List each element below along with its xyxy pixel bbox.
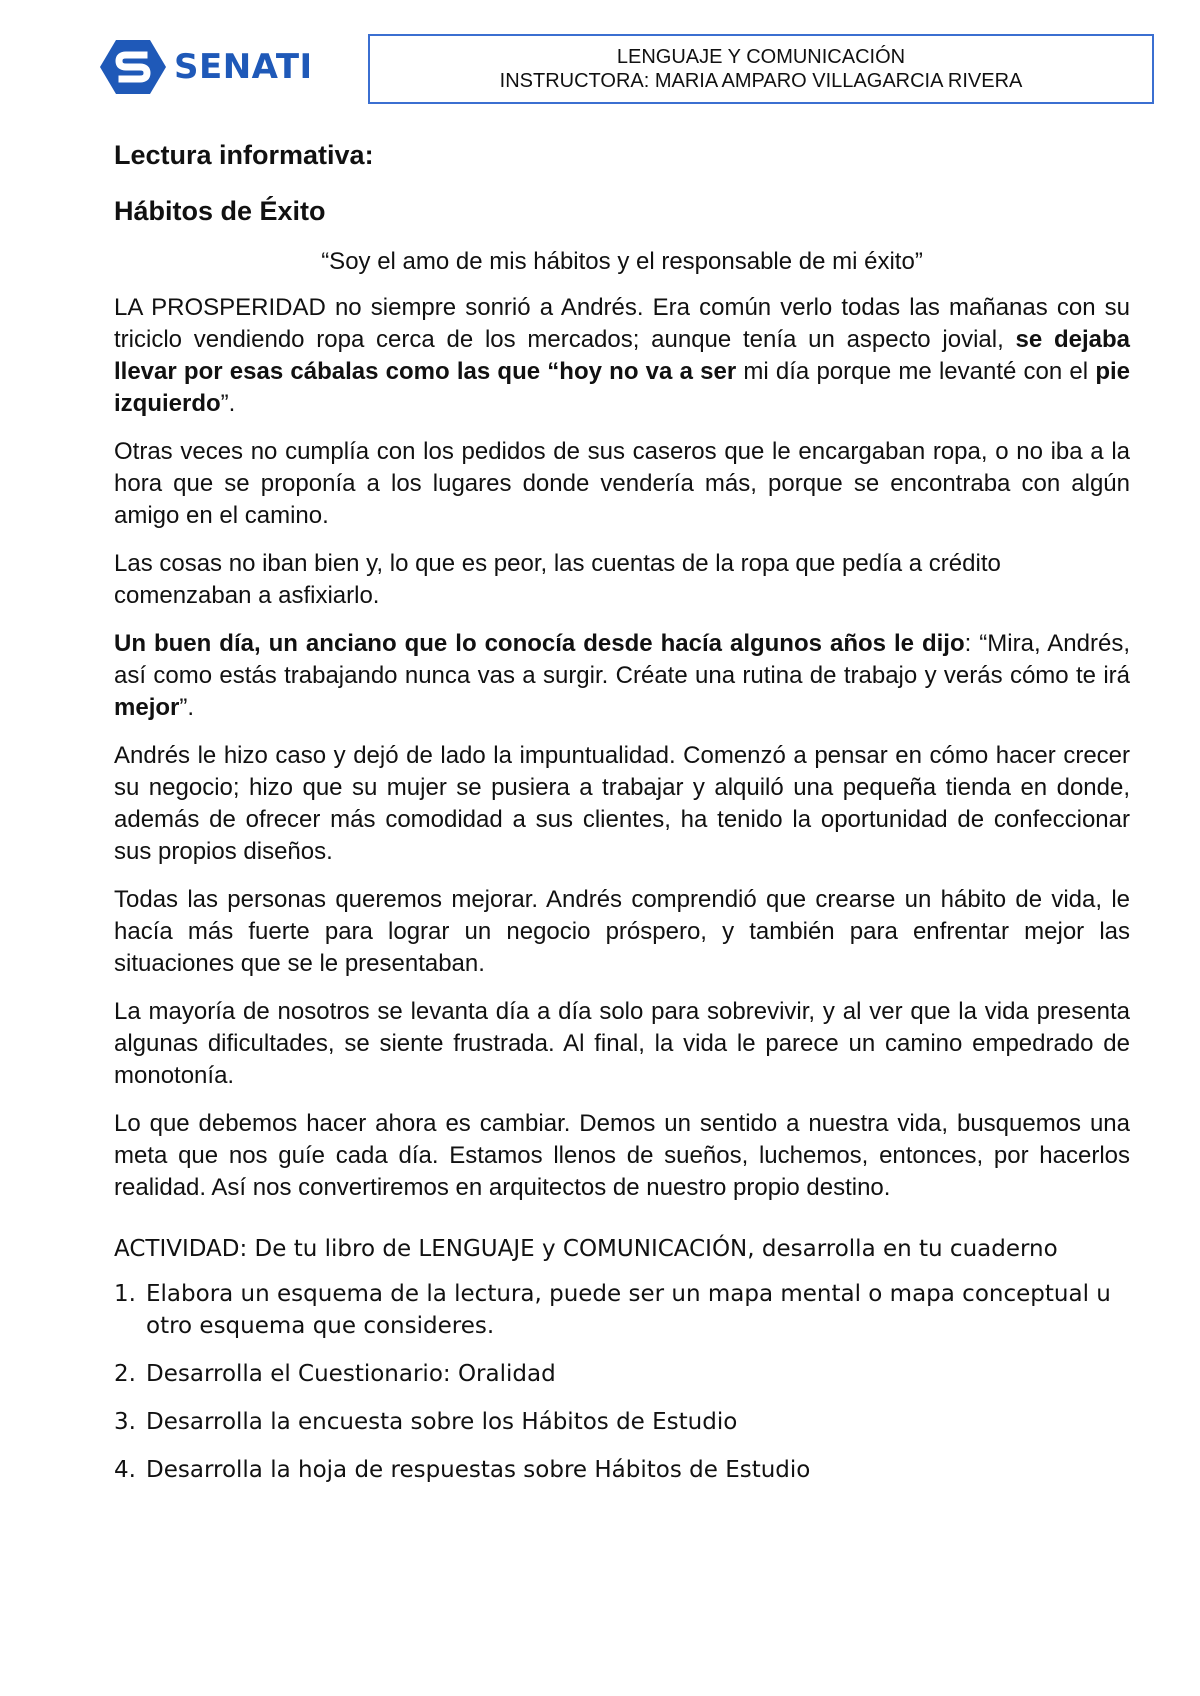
- paragraph-1-text-c: ”.: [220, 390, 236, 417]
- activity-task: [114, 1358, 1130, 1390]
- course-header: [368, 34, 1154, 104]
- paragraph-1-bold-a: se dejaba llevar por esas cábalas como las que “hoy no va a ser: [114, 326, 1130, 385]
- paragraph-4-bold-b: mejor: [114, 694, 180, 721]
- senati-logo-icon: [100, 38, 166, 96]
- paragraph-1-bold-b: pie izquierdo: [114, 358, 1130, 417]
- senati-logo: [100, 38, 313, 96]
- paragraph-4: [114, 628, 1130, 724]
- reading-quote: “Soy el amo de mis hábitos y el responsable de mi éxito”: [321, 248, 923, 275]
- task-number: 1.: [114, 1281, 136, 1307]
- paragraph-3: [114, 548, 1130, 612]
- section-heading: Lectura informativa:: [114, 140, 374, 170]
- task-text: Elabora un esquema de la lectura, puede ser un mapa mental o mapa conceptual u otro esquema que consideres.: [146, 1281, 1111, 1339]
- task-number: 4.: [114, 1457, 136, 1483]
- document-body: [114, 138, 1130, 1502]
- paragraph-5: Andrés le hizo caso y dejó de lado la impuntualidad. Comenzó a pensar en cómo hacer crecer su negocio; hizo que su mujer se pusiera a trabajar y alquiló una pequeña tienda en donde, además de ofrecer más comodidad a sus clientes, ha tenido la oportunidad de confeccionar sus propios diseños.: [114, 742, 1130, 865]
- paragraph-3-line-1: Las cosas no iban bien y, lo que es peor, las cuentas de la ropa que pedía a crédito: [114, 550, 1001, 577]
- task-number: 2.: [114, 1361, 136, 1387]
- paragraph-1: [114, 292, 1130, 420]
- task-text: Desarrolla la encuesta sobre los Hábitos de Estudio: [146, 1409, 738, 1435]
- paragraph-3-line-2: comenzaban a asfixiarlo.: [114, 582, 380, 609]
- paragraph-4-text-b: ”.: [179, 694, 195, 721]
- instructor-name: INSTRUCTORA: MARIA AMPARO VILLAGARCIA RIVERA: [499, 70, 1023, 92]
- activity-task-list: [114, 1278, 1130, 1486]
- logo-wordmark: SENATI: [174, 47, 313, 87]
- activity-task: [114, 1278, 1130, 1342]
- task-text: Desarrolla el Cuestionario: Oralidad: [146, 1361, 556, 1387]
- activity-task: [114, 1454, 1130, 1486]
- paragraph-4-bold-a: Un buen día, un anciano que lo conocía desde hacía algunos años le dijo: [114, 630, 965, 657]
- paragraph-1-text-b: mi día porque me levanté con el: [736, 358, 1096, 385]
- paragraph-7: La mayoría de nosotros se levanta día a día solo para sobrevivir, y al ver que la vida presenta algunas dificultades, se siente frustrada. Al final, la vida le parece un camino empedrado de monotonía.: [114, 998, 1130, 1089]
- task-number: 3.: [114, 1409, 136, 1435]
- reading-title: Hábitos de Éxito: [114, 196, 326, 226]
- course-name: LENGUAJE Y COMUNICACIÓN: [616, 46, 906, 68]
- paragraph-1-text-a: LA PROSPERIDAD no siempre sonrió a Andrés. Era común verlo todas las mañanas con su triciclo vendiendo ropa cerca de los mercados; aunque tenía un aspecto jovial,: [114, 294, 1130, 353]
- paragraph-6: Todas las personas queremos mejorar. Andrés comprendió que crearse un hábito de vida, le hacía más fuerte para lograr un negocio próspero, y también para enfrentar mejor las situaciones que se le presentaban.: [114, 886, 1130, 977]
- paragraph-8: Lo que debemos hacer ahora es cambiar. Demos un sentido a nuestra vida, busquemos una meta que nos guíe cada día. Estamos llenos de sueños, luchemos, entonces, por hacerlos realidad. Así nos convertiremos en arquitectos de nuestro propio destino.: [114, 1110, 1130, 1201]
- paragraph-4-text-a: : “Mira, Andrés, así como estás trabajando nunca vas a surgir. Créate una rutina de trabajo y verás cómo te irá: [114, 630, 1130, 689]
- task-text: Desarrolla la hoja de respuestas sobre Hábitos de Estudio: [146, 1457, 811, 1483]
- activity-instructions: ACTIVIDAD: De tu libro de LENGUAJE y COMUNICACIÓN, desarrolla en tu cuaderno: [114, 1236, 1058, 1262]
- activity-task: [114, 1406, 1130, 1438]
- paragraph-2: Otras veces no cumplía con los pedidos de sus caseros que le encargaban ropa, o no iba a la hora que se proponía a los lugares donde vendería más, porque se encontraba con algún amigo en el camino.: [114, 438, 1130, 529]
